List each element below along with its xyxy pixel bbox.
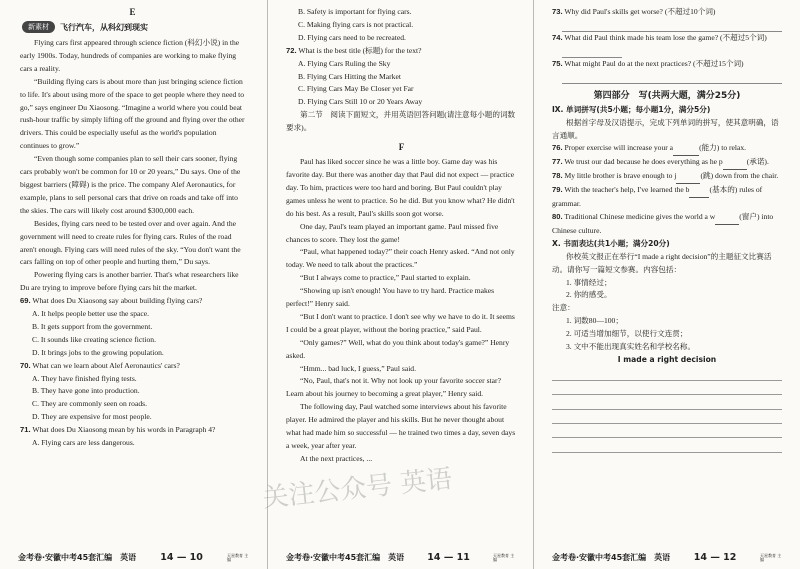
option[interactable]: D. It brings jobs to the growing population. <box>32 347 164 357</box>
blank-80[interactable] <box>715 211 739 225</box>
answer-line-73[interactable] <box>562 19 782 32</box>
requirement-item: 1. 事情经过； <box>566 277 612 287</box>
passage-letter-f: F <box>398 142 405 153</box>
blank-76[interactable] <box>673 142 699 156</box>
question-73 <box>552 6 782 19</box>
option[interactable]: C. Flying Cars May Be Closer yet Far <box>298 84 414 94</box>
page-left <box>0 0 268 569</box>
question-number: 75. <box>552 58 563 68</box>
passage-f-paragraph: “Paul, what happened today?” their coach Henry asked. “And not only today. We need to talk about the practices.” <box>286 247 515 270</box>
passage-f-paragraph: At the next practices, ... <box>300 453 373 463</box>
section-2-instruction: 第二节 阅读下面短文，并用英语回答问题(请注意每小题的词数要求)。 <box>286 110 516 133</box>
note-item: 1. 词数80—100； <box>566 316 623 326</box>
question-number: 77. <box>552 157 563 167</box>
writing-line[interactable] <box>552 438 782 452</box>
question-number: 76. <box>552 143 563 153</box>
option[interactable]: A. They have finished flying tests. <box>32 373 137 383</box>
note-label: 注意： <box>552 303 575 313</box>
item-text: We trust our dad because he does everything as he p <box>564 157 723 167</box>
item-hint: (窗户) into Chinese culture. <box>552 211 774 235</box>
option[interactable]: B. It gets support from the government. <box>32 321 153 331</box>
question-number: 78. <box>552 171 563 181</box>
question-number: 73. <box>552 7 563 16</box>
answer-line-74[interactable] <box>562 45 622 58</box>
question-75 <box>552 58 782 71</box>
passage-f-paragraph: “Showing up isn't enough! You have to try hard. Practice makes perfect!” Henry said. <box>286 286 495 309</box>
question-number: 74. <box>552 32 563 42</box>
page-number: 14 — 12 <box>693 552 737 563</box>
question-text: What did Paul think made his team lose the game? (不超过5个词) <box>564 32 767 42</box>
section-9-instruction: 根据首字母及汉语提示，完成下列单词的拼写，使其意明确，语言通顺。 <box>552 117 779 140</box>
blank-77[interactable] <box>723 156 747 170</box>
writing-line[interactable] <box>552 410 782 424</box>
fill-item-77 <box>552 156 782 170</box>
writing-line[interactable] <box>552 395 782 409</box>
item-hint: (基本的) rules of grammar. <box>552 185 763 209</box>
question-71 <box>20 424 245 437</box>
fill-item-78 <box>552 170 782 184</box>
part-4-title: 第四部分 写(共两大题，满分25分) <box>593 90 741 101</box>
item-text: Proper exercise will increase your a <box>564 143 674 153</box>
section-10-title: Ⅹ. 书面表达(共1小题；满分20分) <box>552 238 670 248</box>
footer-title: 金考卷·安徽中考45套汇编 英语 <box>286 553 405 562</box>
section-9-title: Ⅸ. 单词拼写(共5小题；每小题1分，满分5分) <box>552 104 711 114</box>
answer-line-75[interactable] <box>562 71 782 84</box>
question-text: What might Paul do at the next practices? (不超过15个词) <box>564 58 744 68</box>
option[interactable]: D. Flying Cars Still 10 or 20 Years Away <box>298 97 423 107</box>
watermark: 关注公众号 英语 <box>261 464 454 514</box>
footer-publisher: 天星教育 主编 <box>759 552 782 562</box>
question-number: 80. <box>552 211 563 221</box>
passage-e-paragraph: Besides, flying cars need to be tested over and over again. And the government will need to create rules for flying cars. Rules of the road aren't enough. Flying cars will need rules of the sky. “You don't want the cars falling on top of other people and hurting them,” Du says. <box>20 218 241 267</box>
question-number: 72. <box>286 45 297 55</box>
item-hint: (跳) down from the chair. <box>700 171 779 181</box>
option[interactable]: A. It helps people better use the space. <box>32 309 150 319</box>
option[interactable]: B. Safety is important for flying cars. <box>298 7 412 16</box>
item-hint: (能力) to relax. <box>699 143 747 153</box>
question-number: 79. <box>552 185 563 195</box>
passage-f-paragraph: “But I don't want to practice. I don't see why we have to do it. It seems I could be a great player, without the boring practice,” said Paul. <box>286 311 515 334</box>
footer-publisher: 天星教育 主编 <box>492 552 515 562</box>
item-text: My little brother is brave enough to j <box>564 171 677 181</box>
passage-f-paragraph: “Hmm... bad luck, I guess,” Paul said. <box>300 363 416 373</box>
option[interactable]: D. They are expensive for most people. <box>32 412 152 422</box>
footer-title: 金考卷·安徽中考45套汇编 英语 <box>18 553 137 562</box>
question-74 <box>552 32 782 45</box>
question-text: What is the best title (标题) for the text? <box>298 45 422 55</box>
passage-e-paragraph: “Building flying cars is about more than just bringing science fiction to life. It's about using more of the space to get people where they need to go,” says engineer Du Xiaosong. “Imagine a world where you could beat rush-hour traffic by simply lifting off the ground and flying over the other drivers. This could be especially useful as the world's population continues to grow.” <box>20 76 245 151</box>
option[interactable]: C. They are commonly seen on roads. <box>32 399 148 409</box>
requirement-item: 2. 你的感受。 <box>566 290 612 300</box>
question-70 <box>20 360 245 373</box>
fill-item-76 <box>552 142 782 156</box>
note-item: 3. 文中不能出现真实姓名和学校名称。 <box>566 342 696 352</box>
question-text: What can we learn about Alef Aeronautics' cars? <box>32 360 180 370</box>
question-69 <box>20 295 245 308</box>
option[interactable]: A. Flying cars are less dangerous. <box>32 438 135 448</box>
writing-line[interactable] <box>552 381 782 395</box>
blank-79[interactable] <box>689 184 709 198</box>
question-72 <box>286 45 517 58</box>
fill-item-80 <box>552 211 782 238</box>
topic-header <box>22 21 245 33</box>
page-footer <box>268 552 533 563</box>
item-hint: (承诺). <box>746 157 769 167</box>
question-text: What does Du Xiaosong say about building flying cars? <box>32 296 203 306</box>
passage-f-paragraph: The following day, Paul watched some interviews about his favorite player. He admired the player and his skills. But he never thought about what had made him so successful — he trained two times a day, seven days a week, year after year. <box>286 402 516 450</box>
new-material-badge: 新素材 <box>22 21 55 33</box>
page-footer <box>534 552 800 563</box>
page-right <box>534 0 800 569</box>
passage-e-paragraph: “Even though some companies plan to sell their cars sooner, flying cars probably won't be common for 10 or 20 years,” Du says. One of the biggest barriers (障碍) is the price. The company Alef Aeronautics, for example, plans to sell personal cars that drive on roads and take off into the skies. The cars will likely cost around $300,000 each. <box>20 154 241 215</box>
passage-f-paragraph: “But I always come to practice,” Paul started to explain. <box>300 273 471 283</box>
option[interactable]: C. Making flying cars is not practical. <box>298 19 414 29</box>
passage-letter-e: E <box>129 7 136 17</box>
passage-f-paragraph: “Only games?” Well, what do you think about today's game?” Henry asked. <box>286 337 510 360</box>
question-text: Why did Paul's skills get worse? (不超过10个词) <box>564 7 716 16</box>
topic-title: 飞行汽车，从科幻到现实 <box>60 22 148 32</box>
passage-f-paragraph: “No, Paul, that's not it. Why not look up your favorite soccer star? Learn about his journey to becoming a great player,” Henry said. <box>286 376 501 399</box>
option[interactable]: B. They have gone into production. <box>32 386 140 396</box>
page-number: 14 — 10 <box>160 552 203 563</box>
question-number: 71. <box>20 425 31 435</box>
option[interactable]: D. Flying cars need to be recreated. <box>298 32 406 42</box>
section-10-instruction: 你校英文报正在举行“I made a right decision”的主题征文比赛活动。请你写一篇短文参赛。内容包括： <box>552 251 772 274</box>
essay-title: I made a right decision <box>617 354 717 364</box>
note-item: 2. 可适当增加细节，以使行文连贯； <box>566 329 688 339</box>
passage-f-paragraph: One day, Paul's team played an important game. Paul missed five chances to score. They lost the game! <box>286 221 499 244</box>
fill-item-79 <box>552 184 782 211</box>
footer-title: 金考卷·安徽中考45套汇编 英语 <box>552 553 671 562</box>
page-footer <box>0 552 267 563</box>
option[interactable]: C. It sounds like creating science fiction. <box>32 334 156 344</box>
item-text: With the teacher's help, I've learned the b <box>564 185 690 195</box>
question-number: 69. <box>20 296 31 306</box>
footer-publisher: 天星教育 主编 <box>226 552 249 562</box>
option[interactable]: A. Flying Cars Ruling the Sky <box>298 58 391 68</box>
writing-line[interactable] <box>552 367 782 381</box>
question-text: What does Du Xiaosong mean by his words in Paragraph 4? <box>32 425 216 435</box>
passage-e-paragraph: Powering flying cars is another barrier. That's what researchers like Du are trying to improve before flying cars hit the market. <box>20 270 239 293</box>
option[interactable]: B. Flying Cars Hitting the Market <box>298 71 401 81</box>
item-text: Traditional Chinese medicine gives the world a w <box>564 211 716 221</box>
question-number: 70. <box>20 360 31 370</box>
passage-e-paragraph: Flying cars first appeared through science fiction (科幻小说) in the early 1900s. Today, hundreds of companies are working to make flying cars a reality. <box>20 38 240 73</box>
passage-f-paragraph: Paul has liked soccer since he was a little boy. Game day was his favorite day. But there was another day that Paul did not expect — practice day. To him, practices were too hard and boring. But Paul couldn't play games unless he went to practice. So he did. But you know what? He didn't do his best. As a result, Paul's skills soon got worse. <box>286 157 515 218</box>
blank-78[interactable] <box>676 170 700 184</box>
page-number: 14 — 11 <box>427 552 470 563</box>
writing-line[interactable] <box>552 424 782 438</box>
